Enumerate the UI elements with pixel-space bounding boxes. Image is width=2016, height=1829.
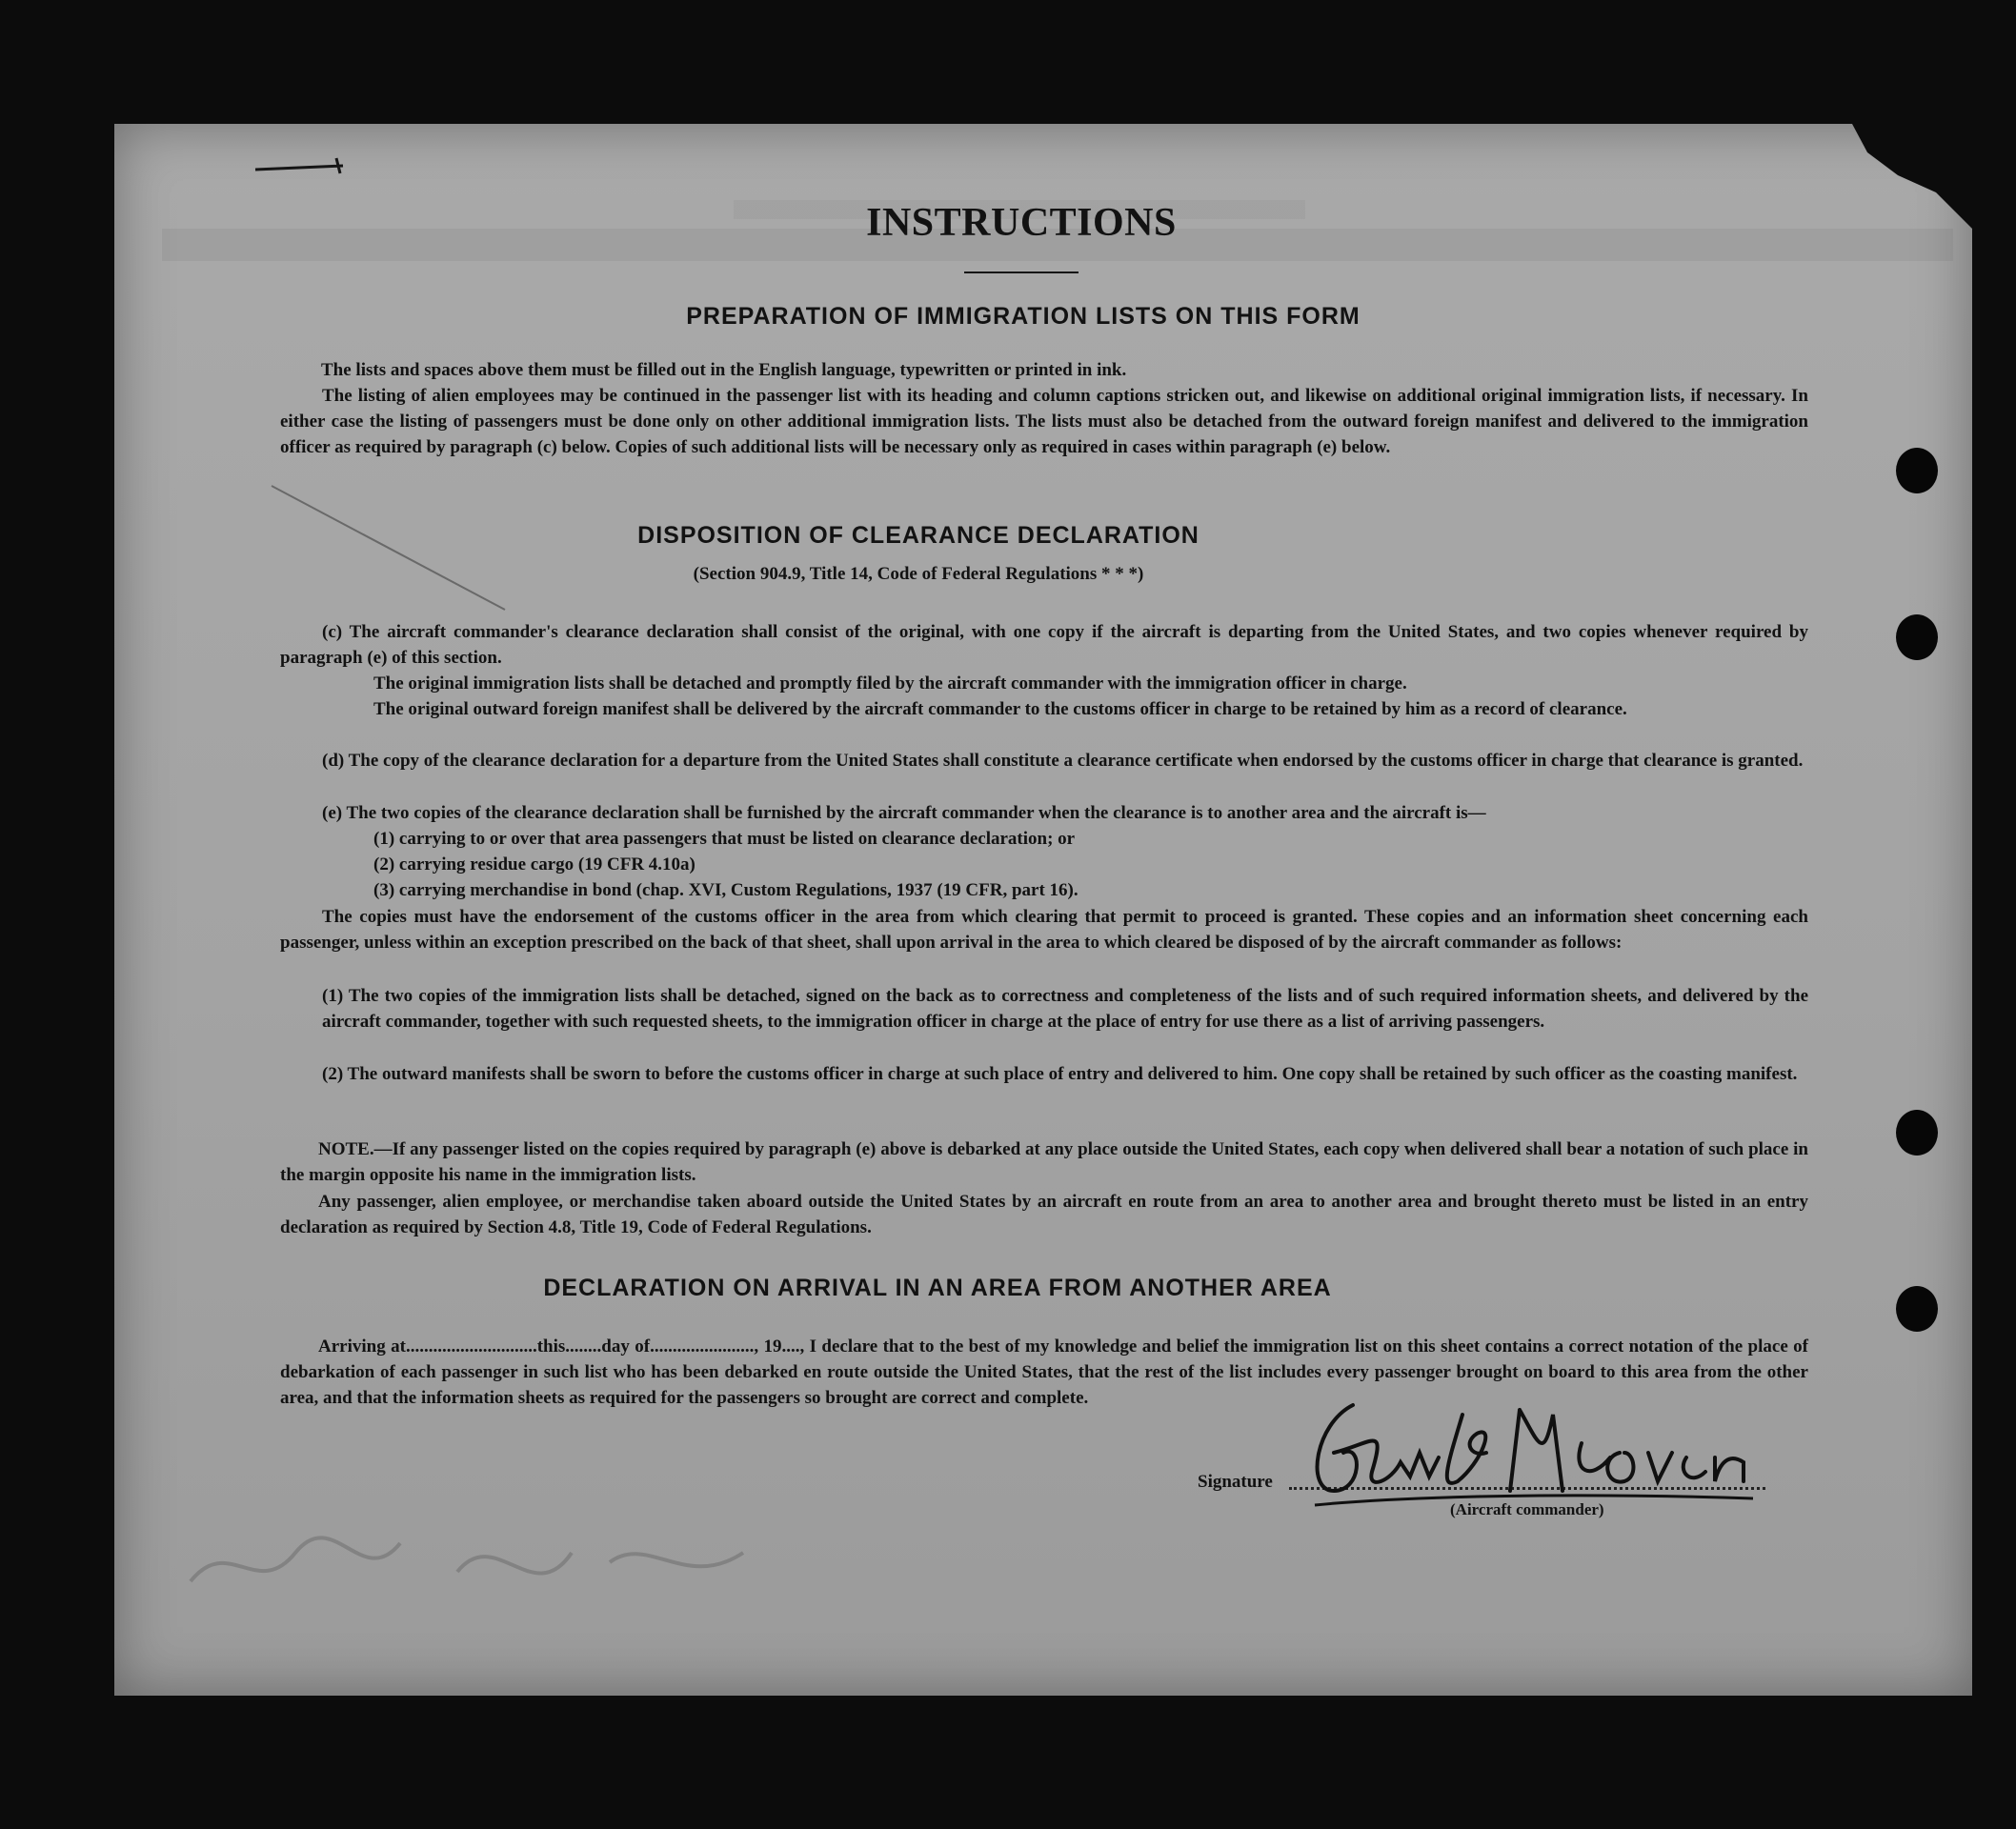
paragraph-c-immigration-lists: The original immigration lists shall be detached and promptly filed by the aircraft commander with the immigration officer in charge.	[373, 673, 1407, 693]
preparation-paragraph-1: The lists and spaces above them must be filled out in the English language, typewritten or printed in ink.	[321, 360, 1127, 380]
disposition-subheading: (Section 904.9, Title 14, Code of Federal Regulations * * *)	[693, 564, 1144, 584]
punch-hole	[1896, 614, 1938, 660]
paragraph-disposal-2: (2) The outward manifests shall be sworn to before the customs officer in charge at such place of entry and delivered to him. One copy shall be retained by such officer as the coasting manifest.	[322, 1064, 1798, 1084]
handwritten-signature	[1296, 1386, 1772, 1519]
punch-hole	[1896, 1110, 1938, 1156]
paragraph-d: (d) The copy of the clearance declaration for a departure from the United States shall constitute a clearance certificate when endorsed by the customs officer in charge that clearance is granted.	[322, 751, 1804, 771]
punch-hole	[1896, 1286, 1938, 1332]
paragraph-e-2: (2) carrying residue cargo (19 CFR 4.10a)	[373, 854, 696, 874]
entry-declaration-paragraph: Any passenger, alien employee, or merchandise taken aboard outside the United States by an aircraft en route from an area to another area and brought thereto must be listed in an entry declaration as required by Section 4.8, Title 19, Code of Federal Regulations.	[280, 1192, 1808, 1237]
pencil-mark	[252, 152, 367, 181]
paragraph-c-manifest: The original outward foreign manifest shall be delivered by the aircraft commander to the customs officer in charge to be retained by him as a record of clearance.	[373, 699, 1627, 719]
paragraph-disposal-1: (1) The two copies of the immigration lists shall be detached, signed on the back as to correctness and completeness of the lists and of such required information sheets, and delivered by the aircraft commander, together with such requested sheets, to the immigration officer in charge at the place of entry for use there as a list of arriving passengers.	[322, 986, 1808, 1032]
page-title: INSTRUCTIONS	[866, 201, 1177, 245]
title-underline	[964, 271, 1079, 273]
paragraph-e-3: (3) carrying merchandise in bond (chap. XVI, Custom Regulations, 1937 (19 CFR, part 16).	[373, 880, 1079, 900]
arrival-heading: DECLARATION ON ARRIVAL IN AN AREA FROM ANOTHER AREA	[543, 1275, 1332, 1301]
arrival-declaration-paragraph: Arriving at.............................this........day of......................., 19...., I declare that to the best of my knowledge and belief the immigration list on this sheet contains a correct notation of the place of debarkation of each passenger in such list who has been debarked en route outside the United States, that the rest of the list includes every passenger brought on board to this area from the other area, and that the information sheets as required for the passengers so brought are correct and complete.	[280, 1337, 1808, 1408]
punch-hole	[1896, 448, 1938, 493]
bleed-through-signature	[171, 1524, 915, 1610]
paragraph-copies: The copies must have the endorsement of the customs officer in the area from which clearing that permit to proceed is granted. These copies and an information sheet concerning each passenger, unless within an exception prescribed on the back of that sheet, shall upon arrival in the area to which cleared be disposed of by the aircraft commander as follows:	[280, 907, 1808, 953]
paragraph-e-1: (1) carrying to or over that area passengers that must be listed on clearance declaration; or	[373, 829, 1076, 849]
note-paragraph: NOTE.—If any passenger listed on the copies required by paragraph (e) above is debarked at any place outside the United States, each copy when delivered shall bear a notation of such place in the margin opposite his name in the immigration lists.	[280, 1139, 1808, 1185]
preparation-paragraph-2: The listing of alien employees may be continued in the passenger list with its heading and column captions stricken out, and likewise on additional original immigration lists, if necessary. In either case the listing of passengers must be done only on other additional immigration lists. The lists must also be detached from the outward foreign manifest and delivered to the immigration officer as required by paragraph (c) below. Copies of such additional lists will be necessary only as required in cases within paragraph (e) below.	[280, 386, 1808, 457]
signature-caption: (Aircraft commander)	[1450, 1500, 1604, 1518]
paragraph-e: (e) The two copies of the clearance declaration shall be furnished by the aircraft commander when the clearance is to another area and the aircraft is—	[322, 803, 1486, 823]
preparation-heading: PREPARATION OF IMMIGRATION LISTS ON THIS FORM	[686, 303, 1361, 330]
signature-label: Signature	[1198, 1472, 1273, 1492]
paragraph-c: (c) The aircraft commander's clearance declaration shall consist of the original, with one copy if the aircraft is departing from the United States, and two copies whenever required by paragraph (e) of this section.	[280, 622, 1808, 668]
disposition-heading: DISPOSITION OF CLEARANCE DECLARATION	[637, 522, 1200, 549]
